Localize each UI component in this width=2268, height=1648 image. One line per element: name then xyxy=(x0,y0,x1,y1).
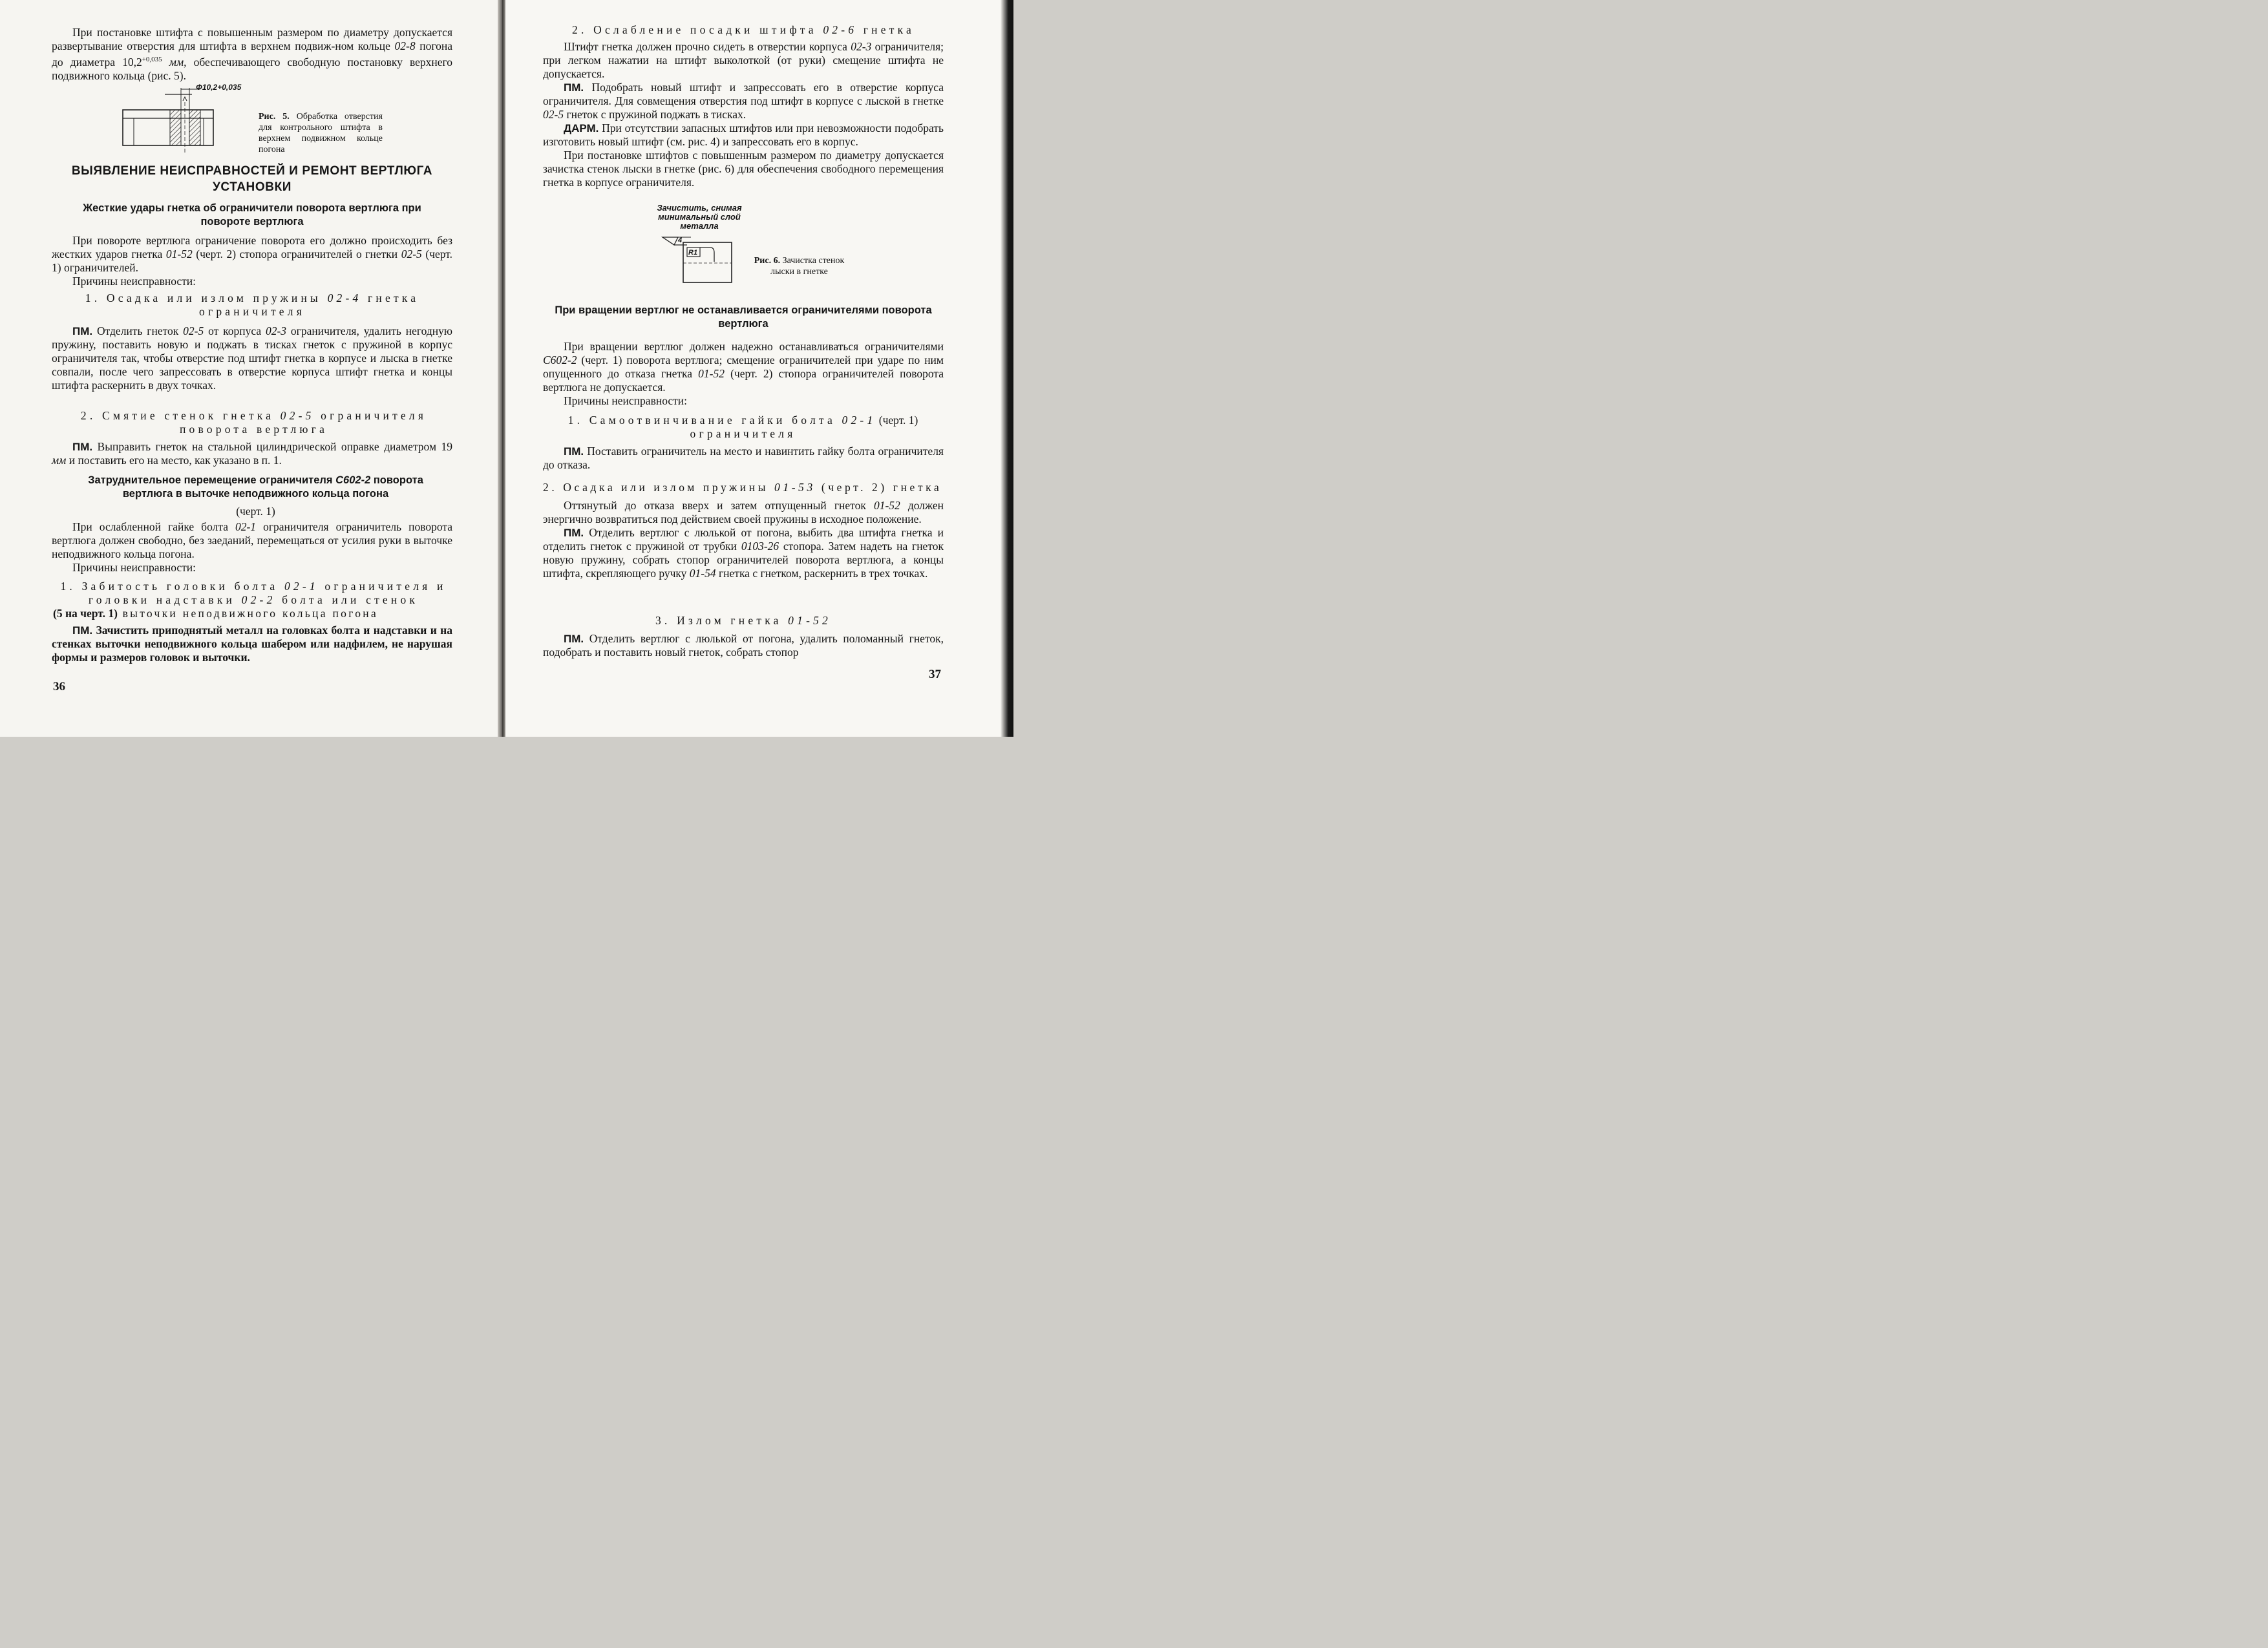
cause-1-2 xyxy=(78,409,430,436)
paragraph-text: (черт. 1) ограничителей. xyxy=(52,248,452,274)
paragraph-text: (черт. 2) стопора ограничителей поворота вертлюга не допускается. xyxy=(543,367,944,394)
paragraph-text: ограничителя ограничитель поворота вертлюга должен свободно, без заеданий, перемещаться от усилия руки в выточке неподвижного кольца погона. xyxy=(52,520,452,560)
figure-5-caption-number: Рис. 5. xyxy=(259,112,290,121)
section-title: При вращении вертлюг не останавливается ограничителями поворота вертлюга xyxy=(555,304,932,330)
part-ref: 02-1 xyxy=(235,520,257,533)
darm-label: ДАРМ. xyxy=(564,122,599,134)
repair-1-1 xyxy=(52,324,452,392)
paragraph-text: Отделить вертлюг с люлькой от погона, удалить поломанный гнеток, подобрать и поставить новый гнеток, собрать стопор xyxy=(543,632,944,659)
pm-label: ПМ. xyxy=(72,325,93,337)
paragraph-text: ограничителя; при легком нажатии на штифт выколоткой (от руки) смещение штифта не допускается. xyxy=(543,40,944,80)
part-ref: 01-53 xyxy=(774,481,816,494)
part-ref: С602-2 xyxy=(543,354,577,366)
part-ref: 02-3 xyxy=(851,40,872,53)
cause-1-1 xyxy=(78,291,427,319)
part-ref: 02-3 xyxy=(265,324,287,337)
paragraph-text: Выправить гнеток на стальной цилиндрической оправке диаметром 19 xyxy=(92,440,452,453)
figure-6-caption-number: Рис. 6. xyxy=(754,256,781,266)
figure-6-roughness: 4 xyxy=(678,237,683,244)
cause-text: (черт. 2) гнетка xyxy=(815,481,942,494)
paragraph-text: Штифт гнетка должен прочно сидеть в отверстии корпуса xyxy=(564,40,851,53)
figure-5-dimension: Φ10,2+0,035 xyxy=(196,83,242,92)
cause-text: гнетка xyxy=(857,23,915,36)
cause-text: 3. Излом гнетка xyxy=(655,614,789,627)
repair-1-2 xyxy=(52,440,452,467)
pm-label: ПМ. xyxy=(564,81,584,94)
part-ref: С602-2 xyxy=(335,474,371,486)
cause-text: гнетка ограничителя xyxy=(199,291,419,318)
cause-text: выточки неподвижного кольца погона xyxy=(117,607,379,620)
paragraph-text: должен энергично возвратиться под действием своей пружины в исходное положение. xyxy=(543,499,944,525)
repair-2-1 xyxy=(52,624,452,664)
paragraph-text: При повороте вертлюга ограничение поворота его должно происходить без жестких ударов гнетка xyxy=(52,234,452,260)
part-ref: 01-54 xyxy=(689,567,716,580)
drawing-ref: (черт. 1) xyxy=(236,505,275,518)
figure-6-drawing xyxy=(644,204,754,288)
cause-text: ограничителя и головки надставки xyxy=(88,580,447,606)
part-ref: 02-5 xyxy=(543,108,564,121)
paragraph-text: Зачистить приподнятый металл на головках болта и надставки и на стенках выточки неподвижного кольца шабером или надфилем, не нарушая формы и размеров головок и выточки. xyxy=(52,624,452,664)
intro-text-2: ном кольце xyxy=(335,39,395,52)
unit-mm: мм xyxy=(52,454,67,467)
cause-text: 1. Забитость головки болта xyxy=(60,580,284,593)
part-ref: 01-52 xyxy=(165,248,193,260)
section-title: поворота вертлюга в выточке неподвижного кольца погона xyxy=(122,474,423,500)
paragraph-text: При вращении вертлюг должен надежно останавливаться ограничителями xyxy=(564,340,944,353)
part-ref: 02-2 xyxy=(241,593,276,606)
pm-label: ПМ. xyxy=(564,633,584,645)
paragraph-text: гнеток с пружиной поджать в тисках. xyxy=(564,108,747,121)
part-ref: 02-5 xyxy=(280,409,315,422)
paragraph-text: ограничителя, удалить негодную пружину, поставить новую и поджать в тисках гнеток с пружиной в корпус ограничителя так, чтобы отверстие под штифт гнетка в корпусе и лыска в гнетке совпали, после чего запрессовать в отверстие корпуса штифт гнетка и концы штифта раскернить в двух точках. xyxy=(52,324,452,392)
paragraph-text: и поставить его на место, как указано в п. 1. xyxy=(66,454,282,467)
right-page xyxy=(505,0,1013,737)
part-ref: 01-52 xyxy=(873,499,900,512)
part-ref: 01-52 xyxy=(698,367,725,380)
pm-label: ПМ. xyxy=(564,527,584,539)
part-ref: 02-1 xyxy=(842,414,876,427)
paragraph-text: При отсутствии запасных штифтов или при невозможности подобрать изготовить новый штифт (см. рис. 4) и запрессовать его в корпус. xyxy=(543,121,944,148)
tolerance-sup: +0,035 xyxy=(142,56,162,63)
section-3-body xyxy=(543,340,944,408)
paragraph-text: (черт. 1) поворота вертлюга; смещение ограничителей при ударе по ним опущенного до отказа гнетка xyxy=(543,354,944,380)
intro-paragraph xyxy=(52,26,452,83)
part-ref: 02-1 xyxy=(284,580,319,593)
cause-text: 2. Ослабление посадки штифта xyxy=(572,23,823,36)
cause-3-1 xyxy=(551,414,935,441)
repair-3-3 xyxy=(543,632,944,659)
cause-text: болта или стенок xyxy=(275,593,419,606)
paragraph-text: При постановке штифтов с повышенным размером по диаметру допускается зачистка стенок лыски в гнетке (рис. 6) для обеспечения свободного перемещения гнетка в корпусе ограничителя. xyxy=(543,149,944,189)
part-ref: 02-5 xyxy=(183,324,204,337)
intro-text-4: , обеспечивающего свободную постановку верхнего подвижного кольца (рис. 5). xyxy=(52,55,452,82)
paragraph-text: Поставить ограничитель на место и навинтить гайку болта ограничителя до отказа. xyxy=(543,445,944,471)
figure-6-label-line: металла xyxy=(680,221,719,231)
cause-text: 1. Самоотвинчивание гайки болта xyxy=(567,414,842,427)
cause-note: (5 на черт. 1) xyxy=(53,607,118,620)
paragraph-text: Подобрать новый штифт и запрессовать его в отверстие корпуса ограничителя. Для совмещения отверстия под штифт в корпусе с лыской в гнетке xyxy=(543,81,944,107)
figure-6-label-line: Зачистить, снимая xyxy=(657,203,742,213)
right-body-1 xyxy=(543,40,944,189)
paragraph-text: стопора. Затем надеть на гнеток новую пружину, собрать стопор ограничителей поворота вертлюга, а концы штифта, скрепляющего ручку xyxy=(543,540,944,580)
figure-6-caption-text: Зачистка стенок лыски в гнетке xyxy=(770,256,845,277)
scan-edge xyxy=(1001,0,1013,737)
causes-label: Причины неисправности: xyxy=(72,275,196,288)
paragraph-text: гнетка с гнетком, раскернить в трех точках. xyxy=(715,567,928,580)
figure-5-caption-text: Обработка отверстия для контрольного штифта в верхнем подвижном кольце погона xyxy=(259,112,383,154)
paragraph-text: При ослабленной гайке болта xyxy=(72,520,235,533)
section-2-body xyxy=(52,520,452,575)
part-ref: 02-8 xyxy=(394,39,416,52)
cause-text: 1. Осадка или излом пружины xyxy=(85,291,328,304)
figure-6-caption xyxy=(752,255,846,277)
cause-text: 2. Осадка или излом пружины xyxy=(543,481,775,494)
intro-text-3: погона до диаметра 10,2 xyxy=(52,39,452,69)
unit-mm: мм xyxy=(162,55,184,69)
part-ref: 01-52 xyxy=(788,614,831,627)
cause-text: 2. Смятие стенок гнетка xyxy=(80,409,281,422)
pm-label: ПМ. xyxy=(72,441,93,453)
cause-text: ограничителя поворота вертлюга xyxy=(179,409,427,436)
part-ref: 02-5 xyxy=(401,248,422,260)
cause-3-3 xyxy=(543,614,944,628)
pm-label: ПМ. xyxy=(564,445,584,458)
cause-r-2 xyxy=(543,23,944,37)
section-title: Затруднительное перемещение ограничителя xyxy=(88,474,336,486)
cause-3-2 xyxy=(543,481,944,494)
main-heading xyxy=(61,163,443,195)
figure-5-caption xyxy=(259,111,383,155)
section-3-body-2 xyxy=(543,499,944,580)
section-1-body xyxy=(52,234,452,288)
causes-label: Причины неисправности: xyxy=(564,394,688,407)
section-3-title xyxy=(543,304,944,331)
intro-text-1: При постановке штифта с повышенным размером по диаметру допускается развертывание отверстия для штифта в верхнем подвиж- xyxy=(52,26,452,52)
causes-label: Причины неисправности: xyxy=(72,561,196,574)
part-ref: 02-6 xyxy=(823,23,858,36)
part-ref: 02-4 xyxy=(327,291,362,304)
section-1-title xyxy=(68,202,436,229)
figure-6-label-line: минимальный слой xyxy=(658,212,741,222)
section-title: Жесткие удары гнетка об ограничители поворота вертлюга при повороте вертлюга xyxy=(83,202,421,227)
paragraph-text: от корпуса xyxy=(204,324,266,337)
figure-6 xyxy=(644,204,754,288)
paragraph-text: Оттянутый до отказа вверх и затем отпущенный гнеток xyxy=(564,499,874,512)
drawing-ref: (черт. 1) xyxy=(876,414,918,427)
figure-6-radius: R1 xyxy=(688,249,698,257)
page-title: ВЫЯВЛЕНИЕ НЕИСПРАВНОСТЕЙ И РЕМОНТ ВЕРТЛЮГА УСТАНОВКИ xyxy=(71,164,433,194)
left-page xyxy=(0,0,499,737)
paragraph-text: Отделить гнеток xyxy=(92,324,184,337)
page-number-right: 37 xyxy=(929,668,941,681)
paragraph-text: Отделить вертлюг с люлькой от погона, выбить два штифта гнетка и отделить гнеток с пружиной от трубки xyxy=(543,526,944,553)
part-ref: 0103-26 xyxy=(741,540,779,553)
section-2-title xyxy=(70,474,441,518)
cause-2-1 xyxy=(53,580,454,620)
paragraph-text: (черт. 2) стопора ограничителей о гнетки xyxy=(192,248,401,260)
cause-text: ограничителя xyxy=(690,427,796,440)
figure-5 xyxy=(120,83,249,154)
repair-3-1 xyxy=(543,445,944,472)
figure-5-drawing xyxy=(120,83,249,154)
page-number-left: 36 xyxy=(53,680,65,693)
pm-label: ПМ. xyxy=(72,624,93,637)
